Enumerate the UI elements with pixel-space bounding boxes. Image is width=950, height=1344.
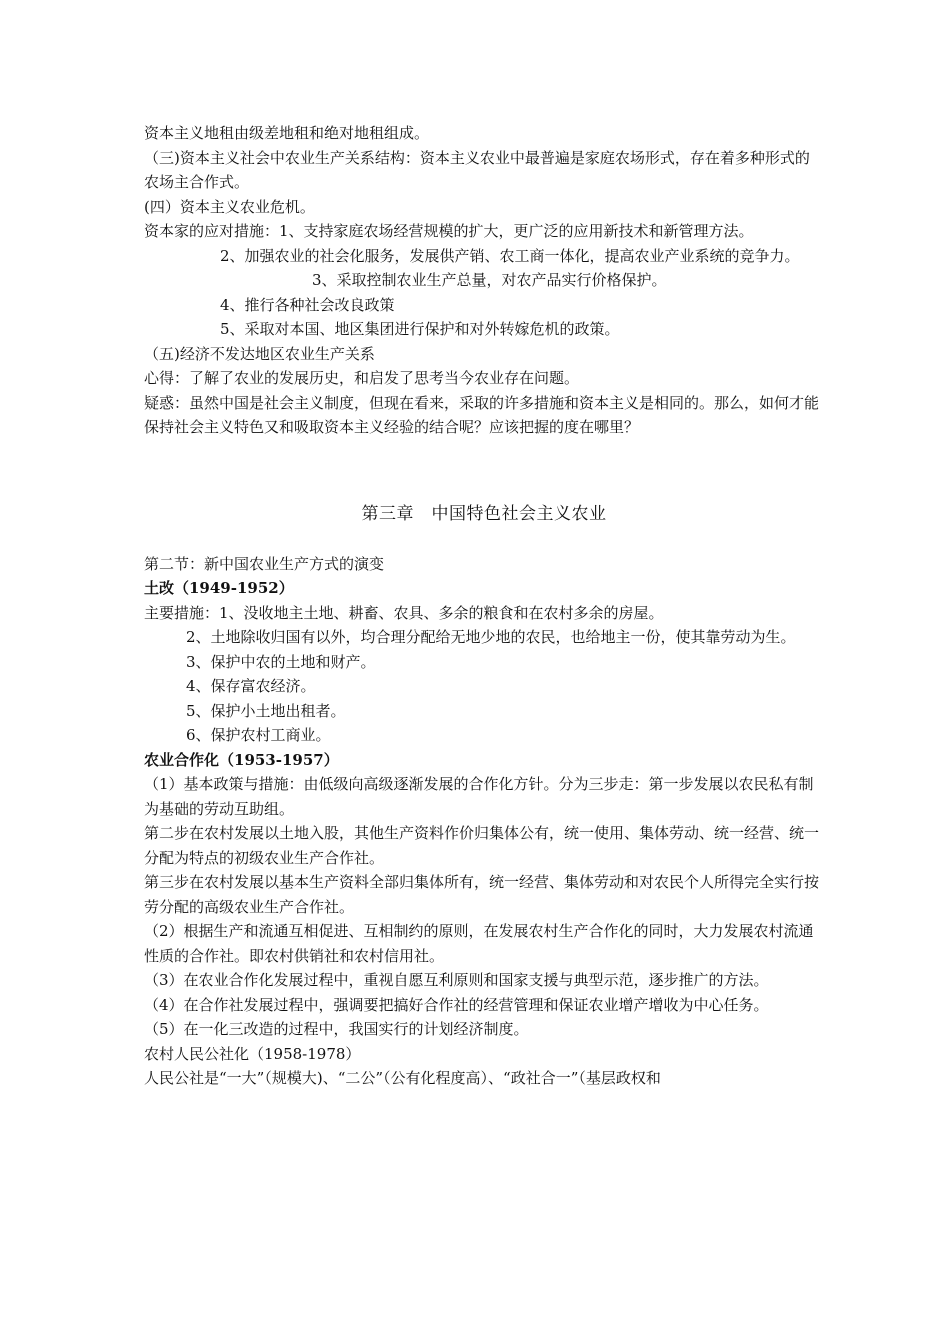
- paragraph-measures-1: 资本家的应对措施：1、支持家庭农场经营规模的扩大，更广泛的应用新技术和新管理方法。: [144, 222, 754, 240]
- document-body: [144, 121, 824, 1091]
- section-heading: 第二节：新中国农业生产方式的演变: [144, 554, 385, 573]
- paragraph-question: 疑惑：虽然中国是社会主义制度，但现在看来，采取的许多措施和资本主义是相同的。那么，如何才能保持社会主义特色又和吸取资本主义经验的结合呢？应该把握的度在哪里？: [144, 393, 820, 436]
- paragraph-agri-crisis: (四）资本主义农业危机。: [144, 197, 315, 216]
- paragraph-underdeveloped: （五)经济不发达地区农业生产关系: [144, 344, 375, 363]
- land-reform-measure-2: [144, 625, 824, 650]
- land-reform-measure-6: 6、保护农村工商业。: [186, 726, 331, 744]
- cooperative-policy-1: （1）基本政策与措施：由低级向高级逐渐发展的合作化方针。分为三步走：第一步发展以农民私有制为基础的劳动互助组。: [144, 775, 814, 818]
- land-reform-measure-3: 3、保护中农的土地和财产。: [186, 652, 376, 671]
- paragraph-rent: 资本主义地租由级差地租和绝对地租组成。: [144, 124, 430, 142]
- paragraph-relations-structure: （三)资本主义社会中农业生产关系结构：资本主义农业中最普遍是家庭农场形式，存在着多种形式的农场主合作式。: [144, 148, 810, 191]
- paragraph-measures-5: 5、采取对本国、地区集团进行保护和对外转嫁危机的政策。: [220, 320, 620, 338]
- commune-heading: 农村人民公社化（1958-1978）: [144, 1044, 361, 1063]
- land-reform-measure-2-text: 2、土地除收归国有以外，均合理分配给无地少地的农民，也给地主一份，使其靠劳动为生。: [186, 628, 796, 646]
- measures-2-text: 2、加强农业的社会化服务，发展供产销、农工商一体化，提高农业产业系统的竞争力。: [220, 246, 800, 265]
- paragraph-reflection: 心得：了解了农业的发展历史，和启发了思考当今农业存在问题。: [144, 369, 580, 387]
- paragraph-measures-2: [144, 244, 824, 269]
- cooperative-policy-5: （5）在一化三改造的过程中，我国实行的计划经济制度。: [144, 1020, 529, 1038]
- paragraph-measures-3: 3、采取控制农业生产总量，对农产品实行价格保护。: [312, 271, 667, 289]
- paragraph-measures-4: 4、推行各种社会改良政策: [220, 295, 395, 314]
- cooperative-policy-3: （3）在农业合作化发展过程中，重视自愿互利原则和国家支援与典型示范，逐步推广的方法。: [144, 971, 769, 989]
- cooperative-step-2: 第二步在农村发展以土地入股，其他生产资料作价归集体公有，统一使用、集体劳动、统一经营、统一分配为特点的初级农业生产合作社。: [144, 824, 820, 867]
- land-reform-measure-4: 4、保存富农经济。: [186, 677, 316, 695]
- cooperative-policy-2: （2）根据生产和流通互相促进、互相制约的原则，在发展农村生产合作化的同时，大力发展农村流通性质的合作社。即农村供销社和农村信用社。: [144, 922, 814, 965]
- commune-description: 人民公社是“一大”（规模大)、“二公”（公有化程度高）、“政社合一”（基层政权和: [144, 1069, 661, 1087]
- cooperative-heading: 农业合作化（1953-1957）: [144, 750, 339, 769]
- cooperative-policy-4: （4）在合作社发展过程中，强调要把搞好合作社的经营管理和保证农业增产增收为中心任务。: [144, 995, 769, 1014]
- land-reform-measure-1: 主要措施：1、没收地主土地、耕畜、农具、多余的粮食和在农村多余的房屋。: [144, 603, 664, 622]
- cooperative-step-3: 第三步在农村发展以基本生产资料全部归集体所有，统一经营、集体劳动和对农民个人所得完全实行按劳分配的高级农业生产合作社。: [144, 873, 820, 916]
- land-reform-heading: 土改（1949-1952）: [144, 579, 294, 597]
- land-reform-measure-5: 5、保护小土地出租者。: [186, 701, 346, 720]
- chapter-title: 第三章 中国特色社会主义农业: [361, 503, 607, 524]
